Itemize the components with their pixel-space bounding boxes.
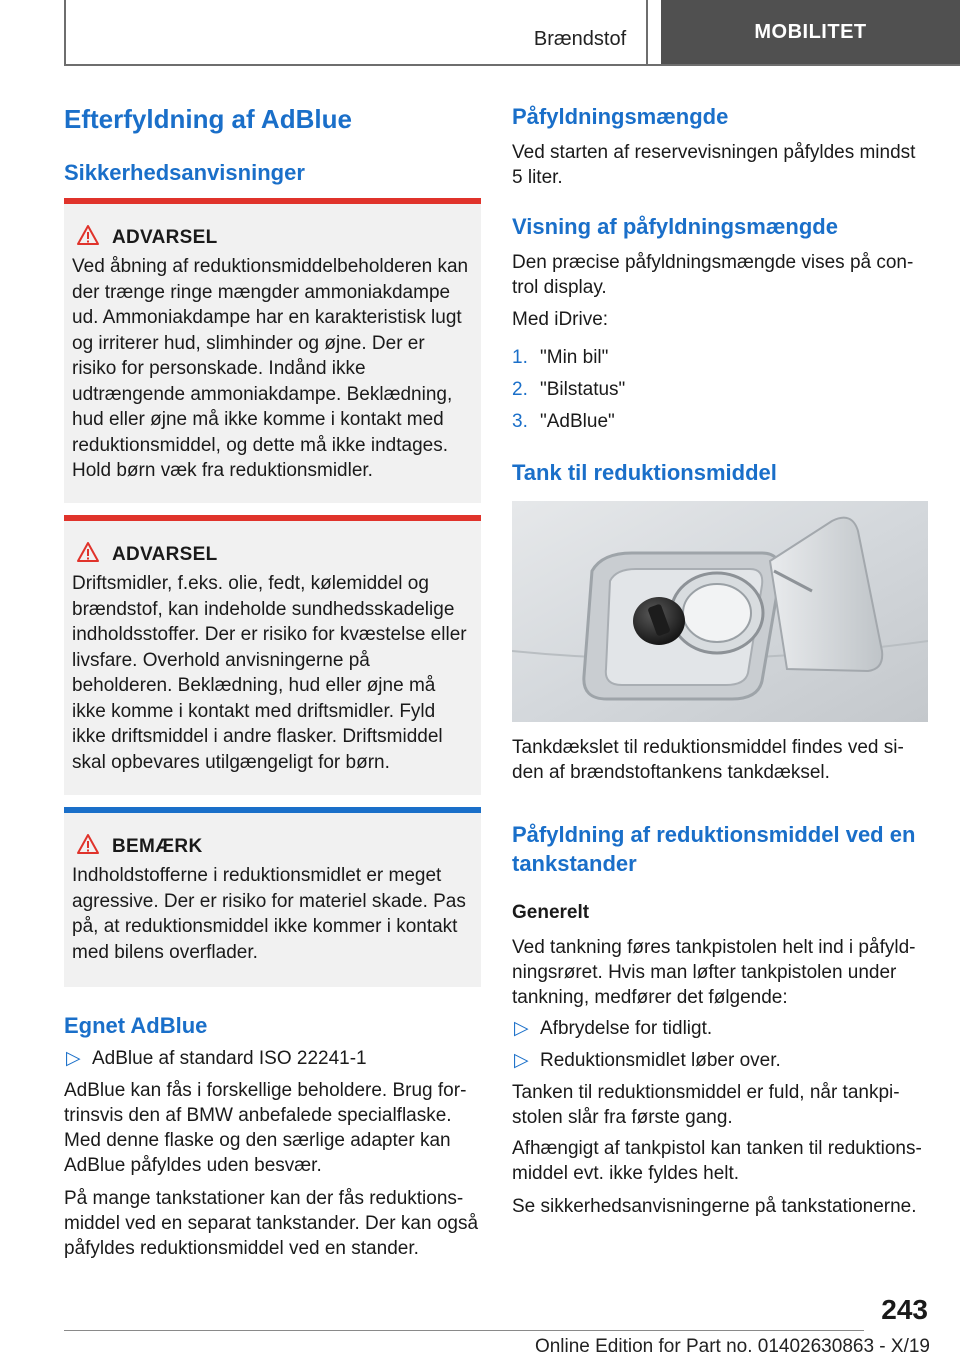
section-heading-pafyldning: Påfyldning af reduktionsmiddel ved en tankstander: [512, 822, 916, 876]
subheading-generelt: Generelt: [512, 902, 590, 923]
warning-triangle-icon: [76, 541, 100, 563]
list-item: 1. "Min bil": [512, 347, 609, 368]
paragraph: Afhængigt af tankpistol kan tanken til reduktionsmiddel evt. ikke fyldes helt.: [512, 1138, 922, 1184]
notice-text: Indholdstofferne i reduktionsmidlet er meget agressive. Der er risiko for materiel skade. Pas på, at reduktionsmiddel ikke kommer i kontakt med bilens overflader.: [72, 865, 466, 963]
warning-text: Ved åbning af reduktionsmiddelbeholderen kan der trænge ringe mængder ammoniakdampe ud. Ammoniakdampe har en karakteristisk lugt og irriterer hud, slimhinder og øjne. Der er risiko for personskade. Indånd ikke udtrængende ammoniakdampe. Beklædning, hud eller øjne må ikke komme i kontakt med reduktionsmiddel, og dette må ikke indtages. Hold børn væk fra reduktionsmidler.: [72, 256, 469, 481]
notice-triangle-icon: [76, 833, 100, 855]
footer-divider: [64, 1330, 864, 1331]
chapter-title: Brændstof: [533, 28, 627, 50]
page-title: Efterfyldning af AdBlue: [64, 104, 352, 134]
paragraph: Tanken til reduktionsmiddel er fuld, når tankpistolen slår fra første gang.: [512, 1082, 900, 1128]
notice-bar: [64, 807, 481, 813]
warning-text: Driftsmidler, f.eks. olie, fedt, kølemiddel og brændstof, kan indeholde sundhedsskadelige indholdsstoffer. Der er risiko for kvæstelse eller livsfare. Overhold anvisningerne på beholderen. Beklædning, hud eller øjne må ikke komme i kontakt med driftsmidler. Fyld ikke driftsmiddel i andre flasker. Driftsmiddel skal opbevares utilgængeligt for børn.: [72, 573, 467, 773]
list-item: ▷ Afbrydelse for tidligt.: [514, 1018, 713, 1039]
list-item: 3. "AdBlue": [512, 411, 615, 432]
paragraph: Den præcise påfyldningsmængde vises på control display.: [512, 252, 914, 298]
paragraph: Se sikkerhedsanvisningerne på tankstationerne.: [512, 1196, 917, 1217]
section-heading-egnet: Egnet AdBlue: [64, 1013, 208, 1038]
triangle-bullet-icon: ▷: [514, 1050, 529, 1071]
paragraph: På mange tankstationer kan der fås reduktionsmiddel ved en separat tankstander. Der kan også påfyldes reduktionsmiddel ved en stander.: [64, 1188, 479, 1259]
warning-label: ADVARSEL: [112, 227, 218, 248]
section-heading-tank: Tank til reduktionsmiddel: [512, 460, 777, 485]
list-item: ▷ Reduktionsmidlet løber over.: [514, 1050, 781, 1071]
section-heading-mengde: Påfyldningsmængde: [512, 104, 729, 129]
page-number: 243: [881, 1294, 928, 1325]
paragraph: AdBlue kan fås i forskellige beholdere. Brug fortrinsvis den af BMW anbefalede specialflaske. Med denne flaske og den særlige adapter kan AdBlue påfyldes uden besvær.: [64, 1080, 467, 1176]
triangle-bullet-icon: ▷: [514, 1018, 529, 1039]
warning-box-2: [64, 515, 481, 795]
section-heading-safety: Sikkerhedsanvisninger: [64, 160, 305, 185]
header-divider: [64, 64, 960, 66]
warning-bar: [64, 515, 481, 521]
photo-caption: Tankdækslet til reduktionsmiddel findes ved siden af brændstoftankens tankdæksel.: [512, 737, 904, 783]
section-heading-visning: Visning af påfyldningsmængde: [512, 214, 838, 239]
warning-box-1: [64, 198, 481, 503]
warning-triangle-icon: [76, 224, 100, 246]
paragraph: Ved tankning føres tankpistolen helt ind i påfyldningsrøret. Hvis man løfter tankpistolen under tankning, medfører det følgende:: [512, 937, 916, 1008]
notice-box: [64, 807, 481, 987]
list-item: ▷ AdBlue af standard ISO 22241-1: [66, 1048, 367, 1069]
paragraph: Med iDrive:: [512, 309, 609, 330]
triangle-bullet-icon: ▷: [66, 1048, 81, 1069]
warning-bar: [64, 198, 481, 204]
tank-cap-photo: [512, 501, 928, 722]
warning-label: ADVARSEL: [112, 544, 218, 565]
paragraph: Ved starten af reservevisningen påfyldes mindst 5 liter.: [512, 142, 916, 188]
notice-label: BEMÆRK: [112, 836, 203, 857]
section-tab: MOBILITET: [661, 0, 960, 64]
list-item: 2. "Bilstatus": [512, 379, 626, 400]
edition-note: Online Edition for Part no. 01402630863 - X/19: [534, 1336, 930, 1357]
